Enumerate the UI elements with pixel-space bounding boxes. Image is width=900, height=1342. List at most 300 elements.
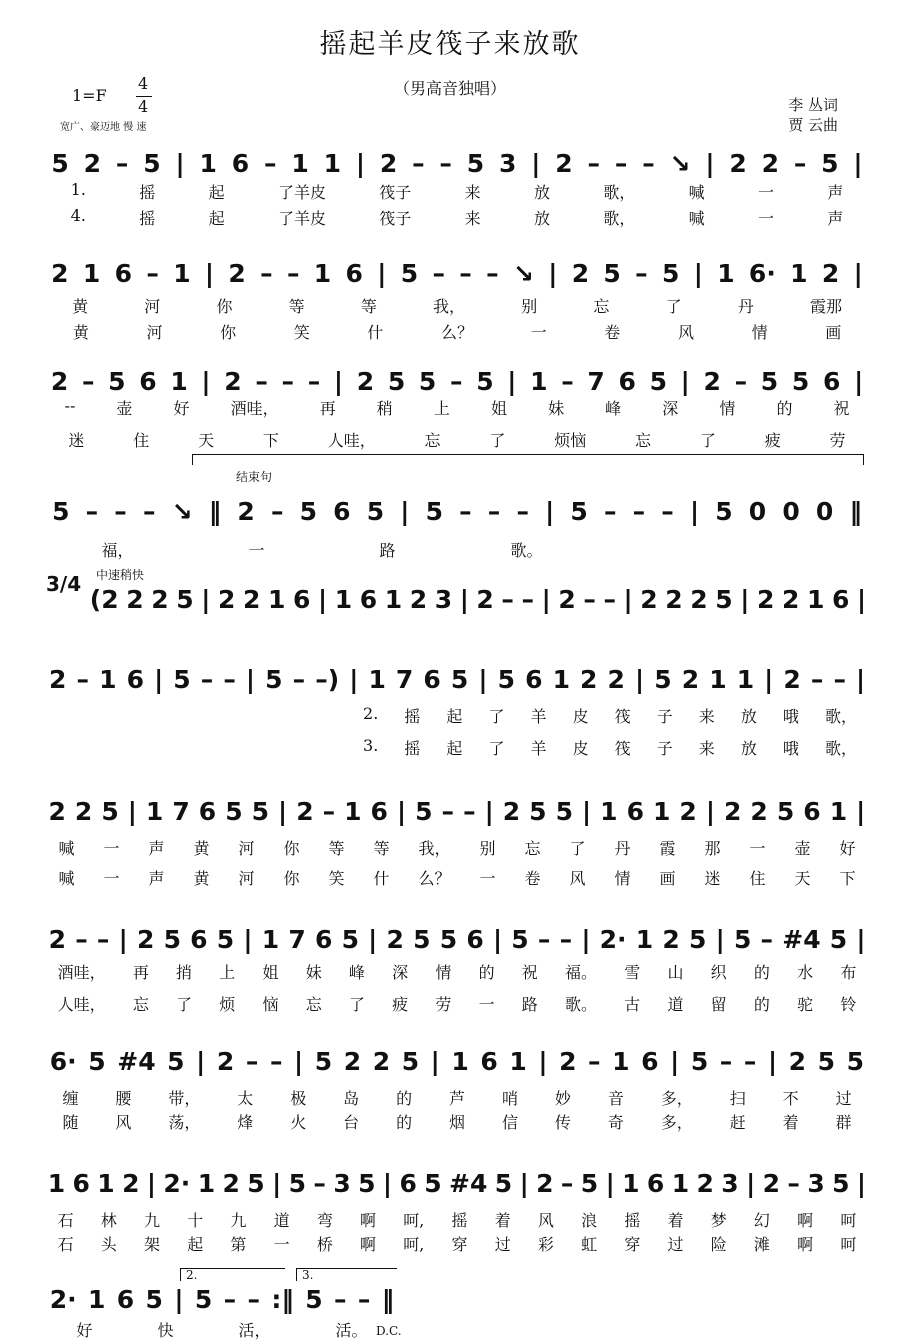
token: 桥	[316, 1235, 333, 1254]
token: 呵,	[403, 1211, 425, 1230]
token: 丹	[737, 297, 754, 316]
token: 1	[145, 796, 164, 826]
token: |	[705, 796, 715, 826]
token: 5	[366, 496, 385, 526]
token: –	[115, 148, 129, 178]
token: 2	[729, 148, 747, 178]
token: 福。	[565, 963, 598, 982]
token: #4	[117, 1046, 156, 1076]
token: 1	[261, 924, 280, 954]
token: |	[854, 366, 864, 396]
token: |	[531, 148, 541, 178]
token: 5	[760, 366, 779, 396]
token: 7	[172, 796, 190, 826]
token: |	[740, 584, 750, 614]
token: 烦恼	[554, 431, 587, 450]
token: –	[114, 496, 127, 526]
token: 道	[273, 1211, 290, 1230]
token: 风	[537, 1211, 554, 1230]
token: –	[559, 924, 573, 954]
token: 摇	[451, 1211, 468, 1230]
token: 7	[395, 664, 414, 694]
token: 5	[108, 366, 126, 396]
token: 风	[115, 1113, 132, 1132]
token: 画	[659, 869, 676, 888]
token: 5	[791, 366, 810, 396]
token: 3	[333, 1168, 351, 1198]
token: 哨	[501, 1089, 518, 1108]
token: 浪	[581, 1211, 598, 1230]
token: –	[501, 584, 514, 614]
token: 1	[170, 366, 188, 396]
token: 来	[698, 739, 715, 758]
token: |	[278, 796, 288, 826]
lyric-verse-2	[44, 1208, 870, 1231]
token: 人哇，	[57, 995, 106, 1014]
token: 险	[710, 1235, 727, 1254]
token: |	[680, 366, 690, 396]
token: 稍	[376, 399, 393, 418]
token: 放	[533, 183, 550, 202]
token: 河	[146, 323, 163, 342]
lyric-verse-2	[44, 960, 870, 983]
token: 1	[334, 584, 353, 614]
token: 幻	[753, 1211, 770, 1230]
token: 5	[305, 1284, 323, 1314]
token: 来	[464, 183, 481, 202]
token: #4	[782, 924, 821, 954]
token: 6	[803, 796, 821, 826]
token: 穿	[624, 1235, 641, 1254]
token: 下	[262, 431, 279, 450]
token: –	[146, 258, 159, 288]
token: 2	[237, 496, 255, 526]
token: |	[175, 148, 185, 178]
token: 忘	[424, 431, 441, 450]
token: 一	[758, 183, 775, 202]
token: 着	[667, 1211, 684, 1230]
token: –	[661, 496, 674, 526]
token: 的	[478, 963, 495, 982]
token: 1	[291, 148, 309, 178]
token: 极	[290, 1089, 307, 1108]
token: –	[560, 1168, 574, 1198]
token: –	[270, 496, 284, 526]
token: |	[459, 584, 469, 614]
token: 情	[435, 963, 452, 982]
token: 3.	[363, 736, 379, 755]
token: 带，	[168, 1089, 201, 1108]
lyric-verse-4	[44, 206, 870, 229]
token: 上	[433, 399, 450, 418]
lyricist-credit: 李 丛词	[788, 96, 838, 114]
token: –	[96, 924, 110, 954]
token: 活。	[335, 1321, 368, 1340]
token: 么？	[418, 869, 451, 888]
token: 6	[399, 1168, 417, 1198]
token: 6	[646, 1168, 665, 1198]
token: 1	[47, 1168, 66, 1198]
token: 6	[626, 796, 644, 826]
token: 0	[748, 496, 767, 526]
token: 腰	[115, 1089, 132, 1108]
token: 1	[384, 584, 403, 614]
token: –	[223, 664, 236, 694]
token: 歌。	[510, 541, 543, 560]
token: ‖	[381, 1284, 395, 1314]
token: 5	[654, 664, 672, 694]
token: 2	[571, 258, 590, 288]
token: 忘	[524, 839, 541, 858]
token: |	[519, 1168, 529, 1198]
token: 子	[656, 707, 673, 726]
token: |	[201, 366, 211, 396]
token: 2	[724, 796, 742, 826]
token: 一	[103, 869, 120, 888]
token: 2	[49, 664, 67, 694]
token: 路	[521, 995, 538, 1014]
token: 5	[358, 1168, 376, 1198]
token: 7	[288, 924, 306, 954]
token: 声	[148, 869, 165, 888]
token: 起	[208, 209, 225, 228]
token: 壶	[116, 399, 133, 418]
token: 1	[368, 664, 386, 694]
token: 虹	[581, 1235, 598, 1254]
token: |	[478, 664, 488, 694]
token: –	[603, 584, 616, 614]
token: 5	[415, 796, 433, 826]
lyric-verse-2	[350, 704, 870, 727]
token: –	[245, 1046, 259, 1076]
token: 留	[710, 995, 727, 1014]
token: 1	[622, 1168, 640, 1198]
token: 情	[719, 399, 736, 418]
token: 5	[832, 1168, 850, 1198]
token: ‖	[849, 496, 862, 526]
token: 的	[753, 995, 770, 1014]
token: 了羊皮	[277, 209, 326, 228]
token: –	[719, 1046, 733, 1076]
token: 2	[83, 148, 102, 178]
token: 2	[372, 1046, 391, 1076]
token: |	[545, 496, 555, 526]
token: 再	[132, 963, 149, 982]
token: 活，	[238, 1321, 271, 1340]
tempo-marking: 宽广、豪迈地 慢 速	[60, 122, 147, 133]
lyric-verse-3	[44, 1232, 870, 1255]
token: 来	[464, 209, 481, 228]
token: 传	[554, 1113, 571, 1132]
token: 福，	[101, 541, 134, 560]
token: |	[146, 1168, 157, 1198]
token: 歌，	[824, 707, 857, 726]
token: 祝	[833, 399, 850, 418]
token: 5	[265, 664, 283, 694]
token: 歌。	[565, 995, 598, 1014]
token: 2	[48, 796, 66, 826]
token: |	[243, 924, 253, 954]
token: 2	[50, 366, 69, 396]
token: 5	[555, 796, 573, 826]
token: 4.	[70, 206, 86, 225]
token: |	[272, 1168, 282, 1198]
time-signature-bottom: 4	[138, 97, 149, 116]
token: 2	[356, 366, 375, 396]
token: 祝	[521, 963, 538, 982]
token: 5	[163, 924, 181, 954]
token: 一	[479, 869, 496, 888]
token: –)	[315, 664, 340, 694]
token: |	[484, 796, 494, 826]
token: |	[856, 924, 866, 954]
token: 1	[267, 584, 286, 614]
token: 5	[424, 1168, 442, 1198]
token: 哦	[782, 707, 799, 726]
token: 酒哇，	[230, 399, 279, 418]
token: 的	[776, 399, 793, 418]
token: –	[334, 1284, 347, 1314]
token: 深	[392, 963, 409, 982]
token: 2	[228, 258, 246, 288]
token: |	[705, 148, 715, 178]
token: 壶	[794, 839, 811, 858]
token: 等	[328, 839, 345, 858]
token: 恼	[262, 995, 279, 1014]
token: 1	[97, 1168, 115, 1198]
token: 6·	[748, 258, 776, 288]
token: 5	[101, 796, 119, 826]
token: 好	[173, 399, 190, 418]
token: 路	[379, 541, 396, 560]
token: 迷	[704, 869, 721, 888]
token: |	[201, 584, 211, 614]
time-signature-3-4: 3/4	[46, 572, 82, 596]
token: 住	[133, 431, 150, 450]
token: 一	[758, 209, 775, 228]
token: 2·	[49, 1284, 77, 1314]
token: |	[635, 664, 645, 694]
token: 迷	[68, 431, 85, 450]
token: --	[64, 396, 76, 415]
token: 疲	[392, 995, 409, 1014]
token: –	[787, 1168, 800, 1198]
token: –	[292, 664, 306, 694]
ending-2-label: 2.	[186, 1268, 198, 1282]
token: 5	[247, 1168, 265, 1198]
token: 6	[139, 366, 157, 396]
token: 5	[715, 584, 733, 614]
token: #4	[449, 1168, 488, 1198]
token: 5	[570, 496, 588, 526]
token: 5	[846, 1046, 865, 1076]
token: 6	[114, 258, 133, 288]
token: –	[269, 1046, 283, 1076]
token: 6	[832, 584, 850, 614]
token: |	[746, 1168, 756, 1198]
token: 5	[511, 924, 529, 954]
token: 5	[400, 258, 419, 288]
lyric-verse-3	[44, 866, 870, 889]
token: 2	[379, 148, 398, 178]
token: 羊	[530, 707, 547, 726]
lyric-verse-3	[44, 992, 870, 1015]
token: 滩	[753, 1235, 770, 1254]
notation-line	[44, 146, 870, 180]
token: |	[856, 1168, 867, 1198]
token: (2	[89, 584, 119, 614]
lyric-verse-1	[44, 538, 600, 561]
token: ↘	[171, 496, 193, 526]
token: 石	[57, 1211, 74, 1230]
token: 1	[653, 796, 671, 826]
token: 6	[333, 496, 351, 526]
token: 别	[521, 297, 538, 316]
ending-3-label: 3.	[302, 1268, 314, 1282]
composer-credit: 贾 云曲	[788, 116, 838, 134]
token: 5	[821, 148, 839, 178]
token: 2	[224, 366, 242, 396]
token: –	[642, 148, 655, 178]
token: 5	[690, 1046, 709, 1076]
token: 起	[446, 707, 463, 726]
token: 了	[665, 297, 682, 316]
token: 姐	[490, 399, 507, 418]
token: 了	[488, 707, 505, 726]
token: 你	[216, 297, 233, 316]
token: –	[537, 924, 551, 954]
token: 2	[48, 924, 66, 954]
token: 5	[580, 1168, 599, 1198]
token: 了羊皮	[277, 183, 326, 202]
token: |	[127, 796, 137, 826]
token: |	[377, 258, 387, 288]
notation-line	[44, 494, 870, 528]
notation-line	[44, 662, 870, 696]
token: 歌，	[603, 183, 636, 202]
token: 5	[251, 796, 270, 826]
token: 筏	[614, 739, 631, 758]
token: 1	[82, 258, 101, 288]
token: 住	[749, 869, 766, 888]
token: |	[400, 496, 410, 526]
token: 2	[409, 584, 428, 614]
token: 一	[248, 541, 265, 560]
lyric-verse-2	[44, 1318, 400, 1341]
token: 雪	[624, 963, 641, 982]
token: –	[614, 148, 628, 178]
token: 姐	[262, 963, 279, 982]
token: 等	[373, 839, 390, 858]
token: 黄	[72, 323, 89, 342]
token: –	[583, 584, 596, 614]
token: 3	[721, 1168, 739, 1198]
token: 3	[434, 584, 453, 614]
token: 的	[396, 1113, 413, 1132]
token: 2	[821, 258, 840, 288]
token: –	[603, 496, 617, 526]
token: 黄	[193, 869, 210, 888]
token: –	[281, 366, 295, 396]
token: 皮	[572, 739, 589, 758]
token: 2·	[599, 924, 627, 954]
token: 来	[698, 707, 715, 726]
token: |	[507, 366, 517, 396]
token: 忘	[593, 297, 610, 316]
ending-bracket	[192, 454, 864, 465]
token: 6	[292, 584, 311, 614]
token: 情	[751, 323, 768, 342]
token: 了	[489, 431, 506, 450]
token: –	[833, 664, 846, 694]
token: 奇	[607, 1113, 624, 1132]
token: 放	[533, 209, 550, 228]
token: 5	[52, 496, 70, 526]
token: 歌，	[824, 739, 857, 758]
token: 2	[216, 1046, 235, 1076]
token: 2	[696, 1168, 714, 1198]
token: 河	[238, 839, 255, 858]
token: –	[223, 1284, 237, 1314]
token: 6	[525, 664, 543, 694]
token: 河	[238, 869, 255, 888]
token: 5	[418, 366, 437, 396]
token: 2	[690, 584, 708, 614]
token: 1	[99, 664, 117, 694]
token: 劳	[829, 431, 846, 450]
lyric-verse-2	[44, 836, 870, 859]
token: 6	[190, 924, 208, 954]
token: –	[286, 258, 300, 288]
ending-label: 结束句	[236, 470, 273, 484]
token: 5	[494, 1168, 513, 1198]
token: 1	[552, 664, 570, 694]
token: –	[142, 496, 156, 526]
token: 弯	[316, 1211, 333, 1230]
token: 一	[273, 1235, 290, 1254]
token: 河	[144, 297, 161, 316]
token: 的	[753, 963, 770, 982]
token: 7	[587, 366, 605, 396]
token: |	[294, 1046, 304, 1076]
token: 2	[558, 584, 576, 614]
token: |	[541, 584, 551, 614]
token: 5	[341, 924, 359, 954]
token: 2	[559, 1046, 577, 1076]
token: 缠	[62, 1089, 79, 1108]
token: 石	[57, 1235, 74, 1254]
token: 了	[569, 839, 586, 858]
token: 1	[197, 1168, 216, 1198]
token: –	[441, 796, 455, 826]
token: 6	[423, 664, 441, 694]
token: |	[355, 148, 365, 178]
token: 下	[839, 869, 856, 888]
token: |	[670, 1046, 680, 1076]
token: 什	[373, 869, 390, 888]
token: 丹	[614, 839, 631, 858]
token: 妹	[305, 963, 322, 982]
lyric-verse-4	[44, 428, 870, 451]
token: 2	[536, 1168, 554, 1198]
token: 林	[100, 1211, 117, 1230]
token: 5	[829, 924, 848, 954]
token: –	[439, 148, 452, 178]
token: 情	[614, 869, 631, 888]
token: 放	[740, 739, 757, 758]
token: 道	[667, 995, 684, 1014]
token: 穿	[451, 1235, 468, 1254]
